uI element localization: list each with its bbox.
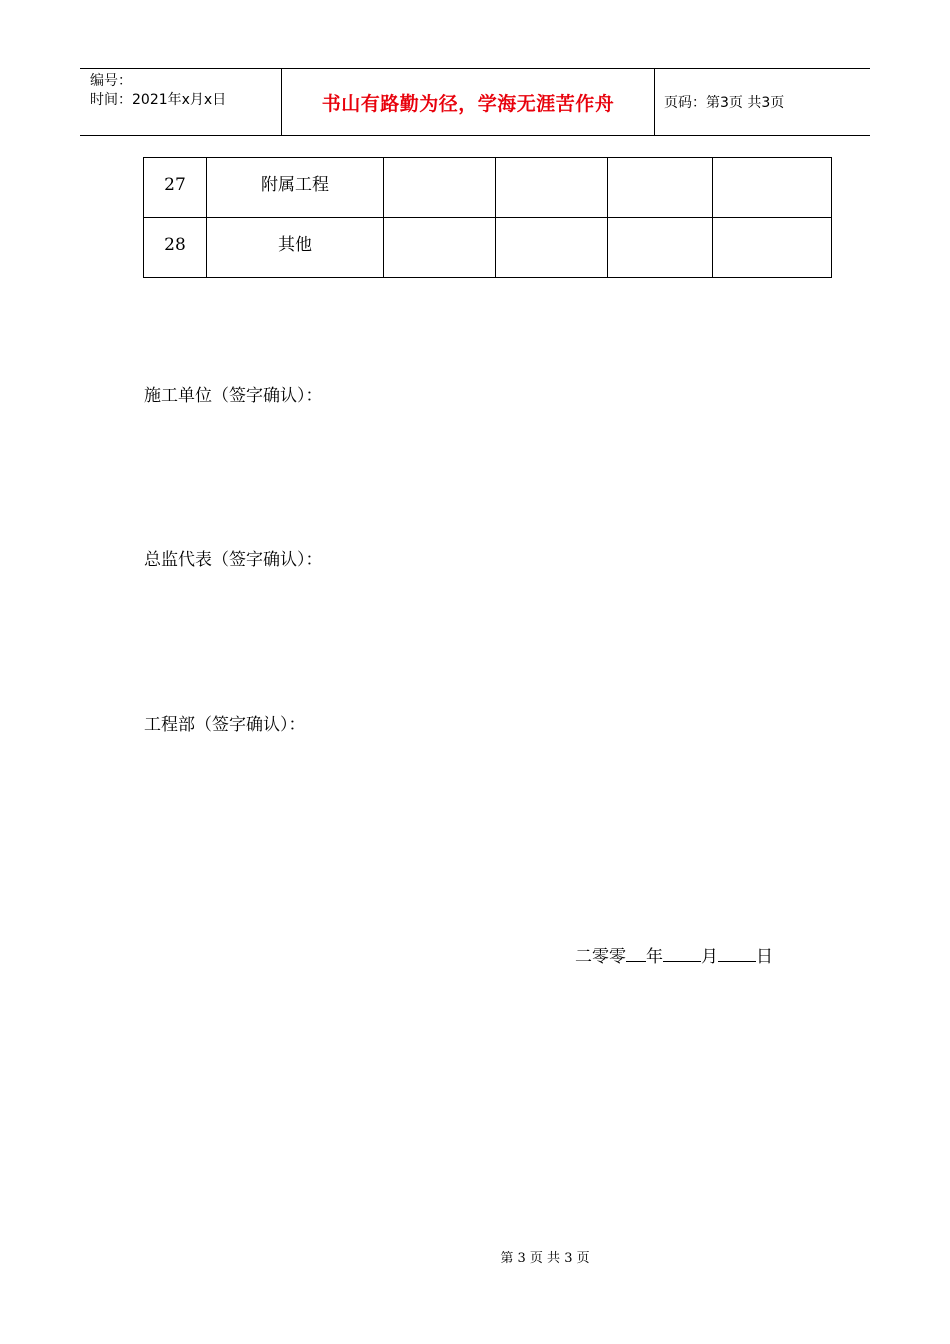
document-header — [80, 68, 870, 136]
header-motto: 书山有路勤为径，学海无涯苦作舟 — [321, 92, 615, 115]
table-row — [144, 218, 832, 278]
date-prefix: 二零零 — [575, 947, 626, 967]
page-footer: 第 3 页 共 3 页 — [500, 1251, 590, 1266]
row-number-cell — [144, 218, 207, 278]
signature-date — [575, 942, 773, 967]
contractor-signature-label: 施工单位（签字确认）： — [144, 386, 323, 406]
month-blank — [663, 943, 701, 962]
empty-cell — [384, 158, 496, 218]
year-blank — [626, 943, 646, 962]
empty-cell — [608, 158, 713, 218]
row-item: 其他 — [278, 235, 312, 255]
engineering-dept-signature-label: 工程部（签字确认）： — [144, 715, 306, 735]
row-item-cell — [207, 218, 384, 278]
date-day-label: 日 — [756, 947, 773, 967]
row-number: 28 — [164, 235, 186, 255]
row-item: 附属工程 — [261, 175, 329, 195]
supervisor-signature-label: 总监代表（签字确认）： — [144, 550, 323, 570]
table-row — [144, 158, 832, 218]
empty-cell — [496, 218, 608, 278]
header-motto-cell — [282, 69, 655, 135]
date-year-label: 年 — [646, 947, 663, 967]
header-page-info: 页码：第3页 共3页 — [664, 95, 785, 111]
empty-cell — [384, 218, 496, 278]
empty-cell — [608, 218, 713, 278]
date-month-label: 月 — [701, 947, 718, 967]
document-number-label: 编号： — [90, 73, 132, 89]
empty-cell — [496, 158, 608, 218]
item-table — [143, 157, 832, 278]
header-page-cell — [655, 69, 870, 135]
day-blank — [718, 943, 756, 962]
empty-cell — [713, 218, 832, 278]
row-number: 27 — [164, 175, 186, 195]
row-number-cell — [144, 158, 207, 218]
row-item-cell — [207, 158, 384, 218]
document-time-label: 时间：2021年x月x日 — [90, 92, 227, 108]
empty-cell — [713, 158, 832, 218]
header-meta — [80, 69, 282, 135]
